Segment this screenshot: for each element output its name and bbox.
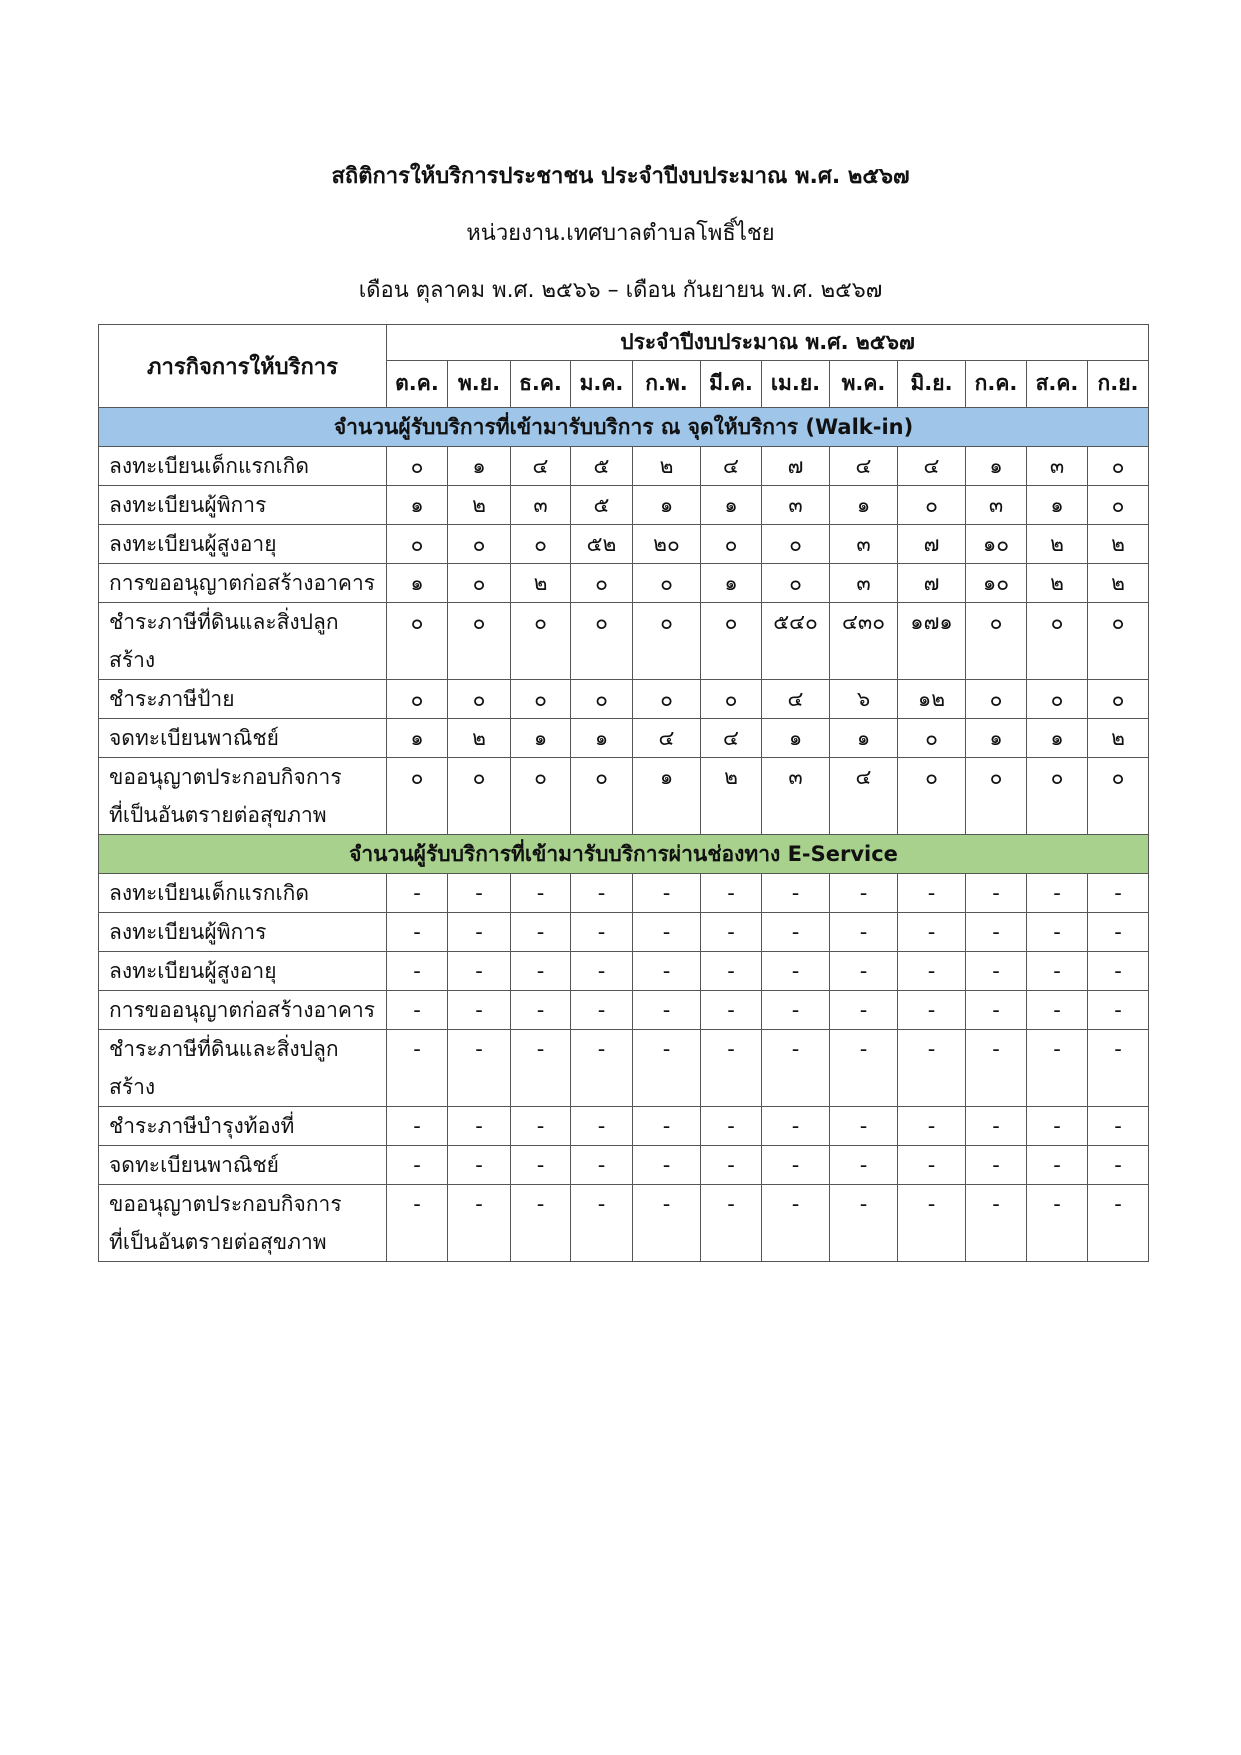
service-label-line: ลงทะเบียนผู้สูงอายุ: [109, 532, 277, 556]
value-cell: ๐: [1027, 603, 1088, 680]
section-header: จำนวนผู้รับบริการที่เข้ามารับบริการ ณ จุดให้บริการ (Walk-in): [99, 408, 1149, 447]
value-cell: -: [830, 1146, 898, 1185]
value-cell: ๑: [830, 719, 898, 758]
value-cell: ๐: [898, 486, 966, 525]
service-label: [99, 913, 387, 952]
value-cell: ๐: [511, 680, 571, 719]
value-cell: -: [1027, 913, 1088, 952]
value-cell: ๐: [633, 603, 701, 680]
table-row: [99, 603, 1149, 680]
service-label-line: ลงทะเบียนผู้พิการ: [109, 493, 267, 517]
value-cell: -: [762, 1146, 830, 1185]
value-cell: -: [966, 952, 1027, 991]
value-cell: -: [898, 913, 966, 952]
value-cell: ๑: [1027, 719, 1088, 758]
value-cell: -: [898, 952, 966, 991]
value-cell: -: [830, 1030, 898, 1107]
value-cell: -: [1088, 913, 1149, 952]
service-statistics-table: [98, 324, 1149, 1262]
value-cell: -: [1088, 952, 1149, 991]
value-cell: -: [1088, 1107, 1149, 1146]
month-header: ม.ค.: [571, 361, 633, 408]
value-cell: ๐: [633, 564, 701, 603]
value-cell: ๕๒: [571, 525, 633, 564]
value-cell: ๐: [1088, 486, 1149, 525]
month-header: ธ.ค.: [511, 361, 571, 408]
value-cell: ๔: [511, 447, 571, 486]
value-cell: -: [633, 874, 701, 913]
service-label: [99, 952, 387, 991]
value-cell: -: [762, 874, 830, 913]
section-header: จำนวนผู้รับบริการที่เข้ามารับบริการผ่านช่องทาง E-Service: [99, 835, 1149, 874]
table-row: [99, 1185, 1149, 1262]
value-cell: -: [762, 1185, 830, 1262]
value-cell: -: [898, 991, 966, 1030]
value-cell: ๐: [571, 680, 633, 719]
value-cell: ๑๐: [966, 564, 1027, 603]
service-label: [99, 874, 387, 913]
value-cell: -: [1088, 1146, 1149, 1185]
value-cell: -: [830, 913, 898, 952]
table-row: [99, 564, 1149, 603]
table-row: [99, 758, 1149, 835]
service-label: [99, 564, 387, 603]
value-cell: ๓: [830, 564, 898, 603]
value-cell: ๒: [1027, 564, 1088, 603]
value-cell: ๐: [387, 680, 448, 719]
value-cell: ๑: [387, 564, 448, 603]
value-cell: ๔: [633, 719, 701, 758]
value-cell: ๒: [448, 486, 511, 525]
value-cell: ๔: [830, 447, 898, 486]
value-cell: -: [966, 1185, 1027, 1262]
value-cell: -: [571, 1185, 633, 1262]
table-row: [99, 952, 1149, 991]
value-cell: ๔: [898, 447, 966, 486]
value-cell: -: [701, 1107, 762, 1146]
value-cell: ๐: [966, 603, 1027, 680]
value-cell: ๐: [448, 564, 511, 603]
value-cell: -: [1027, 1185, 1088, 1262]
month-header: ส.ค.: [1027, 361, 1088, 408]
value-cell: ๕: [571, 486, 633, 525]
value-cell: -: [966, 913, 1027, 952]
value-cell: ๑: [701, 564, 762, 603]
service-label-line: ลงทะเบียนผู้พิการ: [109, 920, 267, 944]
value-cell: ๑: [387, 719, 448, 758]
value-cell: -: [898, 1107, 966, 1146]
service-label: [99, 680, 387, 719]
value-cell: ๐: [701, 525, 762, 564]
value-cell: ๐: [1027, 758, 1088, 835]
service-label-line: การขออนุญาตก่อสร้างอาคาร: [109, 998, 376, 1022]
value-cell: ๐: [387, 447, 448, 486]
value-cell: -: [511, 913, 571, 952]
month-header: มิ.ย.: [898, 361, 966, 408]
value-cell: -: [762, 991, 830, 1030]
value-cell: ๐: [1088, 447, 1149, 486]
value-cell: ๐: [511, 758, 571, 835]
value-cell: -: [762, 1030, 830, 1107]
service-label: [99, 758, 387, 835]
table-row: [99, 719, 1149, 758]
agency-name: หน่วยงาน.เทศบาลตำบลโพธิ์ไชย: [466, 221, 775, 246]
value-cell: ๐: [898, 758, 966, 835]
value-cell: -: [387, 1185, 448, 1262]
value-cell: ๐: [966, 758, 1027, 835]
service-label-line: ลงทะเบียนเด็กแรกเกิด: [109, 454, 310, 478]
value-cell: -: [387, 1030, 448, 1107]
value-cell: -: [830, 952, 898, 991]
value-cell: -: [387, 991, 448, 1030]
value-cell: ๐: [387, 758, 448, 835]
value-cell: ๔: [701, 719, 762, 758]
value-cell: ๓: [830, 525, 898, 564]
month-header: ต.ค.: [387, 361, 448, 408]
value-cell: ๐: [762, 564, 830, 603]
service-label-line: ลงทะเบียนเด็กแรกเกิด: [109, 881, 310, 905]
value-cell: ๓: [511, 486, 571, 525]
value-cell: -: [1088, 1185, 1149, 1262]
value-cell: -: [1027, 991, 1088, 1030]
service-label: [99, 1030, 387, 1107]
value-cell: ๔: [701, 447, 762, 486]
value-cell: ๐: [448, 680, 511, 719]
value-cell: -: [387, 1146, 448, 1185]
table-row: [99, 874, 1149, 913]
value-cell: ๐: [571, 758, 633, 835]
value-cell: ๒: [1088, 719, 1149, 758]
service-label-line: ชำระภาษีป้าย: [109, 687, 235, 711]
value-cell: -: [701, 991, 762, 1030]
value-cell: -: [1027, 1146, 1088, 1185]
value-cell: -: [966, 1146, 1027, 1185]
value-cell: ๑: [387, 486, 448, 525]
value-cell: -: [1027, 952, 1088, 991]
value-cell: ๑: [1027, 486, 1088, 525]
service-label-line: ที่เป็นอันตรายต่อสุขภาพ: [109, 803, 327, 827]
value-cell: -: [898, 1185, 966, 1262]
value-cell: -: [701, 1030, 762, 1107]
value-cell: ๐: [701, 603, 762, 680]
page-title: สถิติการให้บริการประชาชน ประจำปีงบประมาณ พ.ศ. ๒๕๖๗: [331, 164, 910, 189]
value-cell: ๐: [762, 525, 830, 564]
service-label-line: จดทะเบียนพาณิชย์: [109, 726, 279, 750]
service-label-line: ขออนุญาตประกอบกิจการ: [109, 765, 342, 789]
value-cell: ๒: [701, 758, 762, 835]
value-cell: ๒: [633, 447, 701, 486]
value-cell: ๐: [448, 525, 511, 564]
value-cell: -: [448, 1146, 511, 1185]
value-cell: ๐: [387, 525, 448, 564]
value-cell: -: [448, 913, 511, 952]
service-label-line: สร้าง: [109, 648, 156, 672]
value-cell: ๔: [762, 680, 830, 719]
value-cell: -: [1088, 874, 1149, 913]
service-label: [99, 719, 387, 758]
value-cell: -: [511, 1107, 571, 1146]
value-cell: ๐: [571, 564, 633, 603]
value-cell: -: [511, 1146, 571, 1185]
value-cell: ๐: [511, 603, 571, 680]
value-cell: ๑: [701, 486, 762, 525]
value-cell: ๐: [448, 603, 511, 680]
value-cell: ๐: [966, 680, 1027, 719]
value-cell: ๐: [387, 603, 448, 680]
table-row: [99, 913, 1149, 952]
value-cell: -: [830, 874, 898, 913]
service-label-line: ขออนุญาตประกอบกิจการ: [109, 1192, 342, 1216]
value-cell: -: [571, 1146, 633, 1185]
value-cell: ๗: [762, 447, 830, 486]
value-cell: -: [966, 1107, 1027, 1146]
value-cell: -: [448, 991, 511, 1030]
value-cell: ๑๐: [966, 525, 1027, 564]
service-label: [99, 447, 387, 486]
service-label: [99, 1146, 387, 1185]
value-cell: -: [1088, 1030, 1149, 1107]
value-cell: -: [571, 874, 633, 913]
value-cell: ๑: [633, 486, 701, 525]
value-cell: ๗: [898, 525, 966, 564]
value-cell: ๑: [762, 719, 830, 758]
value-cell: -: [898, 1146, 966, 1185]
table-row: [99, 680, 1149, 719]
table-row: [99, 525, 1149, 564]
value-cell: -: [1088, 991, 1149, 1030]
value-cell: ๑: [511, 719, 571, 758]
value-cell: -: [387, 874, 448, 913]
value-cell: -: [511, 1185, 571, 1262]
value-cell: -: [448, 952, 511, 991]
table-row: [99, 1107, 1149, 1146]
value-cell: ๐: [633, 680, 701, 719]
value-cell: -: [633, 952, 701, 991]
value-cell: ๓: [762, 486, 830, 525]
value-cell: -: [830, 991, 898, 1030]
service-label-line: ชำระภาษีที่ดินและสิ่งปลูก: [109, 610, 339, 634]
value-cell: -: [898, 1030, 966, 1107]
value-cell: -: [511, 1030, 571, 1107]
month-header: เม.ย.: [762, 361, 830, 408]
service-label-line: ชำระภาษีบำรุงท้องที่: [109, 1114, 295, 1138]
value-cell: -: [387, 1107, 448, 1146]
service-label-line: การขออนุญาตก่อสร้างอาคาร: [109, 571, 376, 595]
value-cell: -: [1027, 874, 1088, 913]
value-cell: ๐: [1027, 680, 1088, 719]
row-header: ภารกิจการให้บริการ: [99, 325, 387, 408]
value-cell: ๒: [511, 564, 571, 603]
value-cell: -: [387, 952, 448, 991]
value-cell: ๕๔๐: [762, 603, 830, 680]
month-header: มี.ค.: [701, 361, 762, 408]
value-cell: ๑: [966, 719, 1027, 758]
value-cell: ๑: [966, 447, 1027, 486]
value-cell: ๒: [1088, 525, 1149, 564]
value-cell: -: [448, 1107, 511, 1146]
value-cell: ๑: [633, 758, 701, 835]
fiscal-year-header: ประจำปีงบประมาณ พ.ศ. ๒๕๖๗: [387, 325, 1149, 361]
value-cell: ๑: [571, 719, 633, 758]
report-period: เดือน ตุลาคม พ.ศ. ๒๕๖๖ – เดือน กันยายน พ.ศ. ๒๕๖๗: [358, 278, 883, 303]
month-header: ก.พ.: [633, 361, 701, 408]
value-cell: ๔๓๐: [830, 603, 898, 680]
value-cell: -: [966, 991, 1027, 1030]
month-header: พ.ค.: [830, 361, 898, 408]
service-label-line: ที่เป็นอันตรายต่อสุขภาพ: [109, 1230, 327, 1254]
value-cell: ๖: [830, 680, 898, 719]
value-cell: -: [830, 1185, 898, 1262]
value-cell: ๐: [571, 603, 633, 680]
value-cell: ๐: [1088, 680, 1149, 719]
value-cell: -: [898, 874, 966, 913]
value-cell: -: [701, 1185, 762, 1262]
value-cell: -: [571, 952, 633, 991]
value-cell: -: [762, 952, 830, 991]
value-cell: ๗: [898, 564, 966, 603]
service-label-line: ลงทะเบียนผู้สูงอายุ: [109, 959, 277, 983]
value-cell: -: [633, 1030, 701, 1107]
value-cell: ๔: [830, 758, 898, 835]
value-cell: ๑: [448, 447, 511, 486]
value-cell: ๒: [1088, 564, 1149, 603]
value-cell: -: [762, 913, 830, 952]
value-cell: -: [701, 952, 762, 991]
service-label: [99, 1107, 387, 1146]
month-header: ก.ค.: [966, 361, 1027, 408]
value-cell: -: [1027, 1030, 1088, 1107]
value-cell: ๓: [1027, 447, 1088, 486]
value-cell: -: [633, 1185, 701, 1262]
value-cell: ๑: [830, 486, 898, 525]
value-cell: -: [701, 913, 762, 952]
month-header: พ.ย.: [448, 361, 511, 408]
value-cell: -: [511, 874, 571, 913]
value-cell: ๐: [898, 719, 966, 758]
service-label: [99, 525, 387, 564]
value-cell: -: [633, 1107, 701, 1146]
service-label-line: จดทะเบียนพาณิชย์: [109, 1153, 279, 1177]
value-cell: -: [387, 913, 448, 952]
value-cell: -: [762, 1107, 830, 1146]
value-cell: -: [633, 913, 701, 952]
service-label: [99, 603, 387, 680]
value-cell: ๐: [1088, 758, 1149, 835]
value-cell: ๒: [1027, 525, 1088, 564]
value-cell: -: [966, 1030, 1027, 1107]
table-row: [99, 486, 1149, 525]
value-cell: -: [1027, 1107, 1088, 1146]
value-cell: -: [511, 952, 571, 991]
service-label-line: สร้าง: [109, 1075, 156, 1099]
value-cell: ๒๐: [633, 525, 701, 564]
value-cell: ๓: [966, 486, 1027, 525]
value-cell: -: [571, 991, 633, 1030]
value-cell: -: [966, 874, 1027, 913]
table-row: [99, 1030, 1149, 1107]
service-label: [99, 486, 387, 525]
value-cell: ๒: [448, 719, 511, 758]
value-cell: -: [448, 1185, 511, 1262]
service-label-line: ชำระภาษีที่ดินและสิ่งปลูก: [109, 1037, 339, 1061]
value-cell: -: [633, 991, 701, 1030]
value-cell: -: [701, 874, 762, 913]
value-cell: -: [633, 1146, 701, 1185]
table-row: [99, 447, 1149, 486]
value-cell: ๑๒: [898, 680, 966, 719]
value-cell: ๐: [448, 758, 511, 835]
value-cell: ๓: [762, 758, 830, 835]
value-cell: ๐: [1088, 603, 1149, 680]
value-cell: -: [448, 874, 511, 913]
value-cell: ๐: [511, 525, 571, 564]
value-cell: ๕: [571, 447, 633, 486]
month-header: ก.ย.: [1088, 361, 1149, 408]
value-cell: -: [571, 913, 633, 952]
table-row: [99, 991, 1149, 1030]
value-cell: -: [571, 1107, 633, 1146]
service-label: [99, 1185, 387, 1262]
value-cell: ๑๗๑: [898, 603, 966, 680]
value-cell: -: [701, 1146, 762, 1185]
value-cell: -: [448, 1030, 511, 1107]
service-label: [99, 991, 387, 1030]
value-cell: -: [511, 991, 571, 1030]
table-row: [99, 1146, 1149, 1185]
value-cell: -: [830, 1107, 898, 1146]
value-cell: -: [571, 1030, 633, 1107]
value-cell: ๐: [701, 680, 762, 719]
